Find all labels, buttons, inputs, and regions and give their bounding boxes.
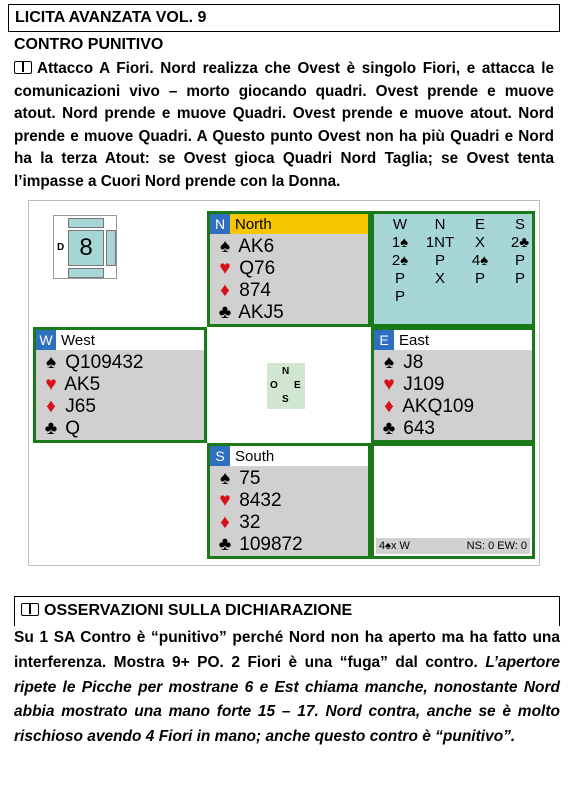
observations-text — [14, 626, 560, 750]
bid-cell: P — [394, 270, 405, 287]
heart-icon: ♥ — [45, 374, 57, 395]
east-clubs: 643 — [403, 418, 435, 439]
section-subtitle: CONTRO PUNITIVO — [14, 36, 164, 53]
west-clubs: Q — [65, 418, 81, 439]
south-seat-badge: S — [210, 446, 230, 466]
west-spades: Q109432 — [65, 352, 144, 373]
diamond-icon: ♦ — [46, 396, 56, 417]
north-name: North — [235, 216, 272, 233]
club-icon: ♣ — [218, 534, 232, 555]
book-icon — [21, 603, 39, 616]
board-number: 8 — [68, 230, 104, 266]
bidding-row — [380, 288, 540, 306]
club-icon: ♣ — [44, 418, 58, 439]
north-seat-badge: N — [210, 214, 230, 234]
bidding-header-cell: S — [514, 216, 525, 233]
bidding-header-cell: W — [392, 216, 408, 233]
south-spades: 75 — [239, 468, 261, 489]
intro-text: Attacco A Fiori. Nord realizza che Ovest è singolo Fiori, e attacca le comunicazioni vivo – morto giocando quadri. Ovest prende e muove atout. Nord prende e muove Quadri. Ovest prende e muove atout. Nord prende e muove Quadri. A Questo punto Ovest non ha più Quadri e Nord ha la terza Atout: se Ovest gioca Quadri Nord Taglia; se Ovest tenta l’impasse a Cuori Nord prende con la Donna. — [14, 60, 554, 190]
south-hand — [207, 443, 371, 559]
bid-cell: P — [434, 252, 445, 269]
bid-cell: 4♠ — [471, 252, 489, 269]
north-hearts: Q76 — [239, 258, 276, 279]
result-box — [371, 443, 535, 559]
spade-icon: ♠ — [219, 468, 231, 489]
south-clubs: 109872 — [239, 534, 303, 555]
bid-cell — [420, 288, 460, 306]
east-name: East — [399, 332, 430, 349]
west-diamonds: J65 — [65, 396, 96, 417]
north-diamonds: 874 — [239, 280, 271, 301]
diamond-icon: ♦ — [220, 280, 230, 301]
heart-icon: ♥ — [219, 490, 231, 511]
bridge-board — [28, 200, 540, 566]
bid-cell: X — [474, 234, 485, 251]
compass-e: E — [294, 380, 301, 391]
west-name: West — [61, 332, 95, 349]
dealer-marker: D — [57, 242, 65, 253]
west-hand — [33, 327, 207, 443]
board-number-box — [53, 215, 117, 279]
observations-heading — [14, 596, 560, 626]
bid-cell: X — [434, 270, 445, 287]
bid-cell: 1NT — [425, 234, 455, 251]
score: NS: 0 EW: 0 — [466, 540, 527, 552]
book-icon — [14, 61, 32, 74]
east-hand — [371, 327, 535, 443]
west-seat-badge: W — [36, 330, 56, 350]
diamond-icon: ♦ — [384, 396, 394, 417]
spade-icon: ♠ — [45, 352, 57, 373]
bidding-header-cell: E — [474, 216, 485, 233]
compass-o: O — [270, 380, 278, 391]
north-clubs: AKJ5 — [238, 302, 284, 323]
contract: 4♠x W — [379, 540, 410, 552]
bidding-table — [371, 211, 535, 327]
heart-icon: ♥ — [219, 258, 231, 279]
north-spades: AK6 — [238, 236, 275, 257]
bidding-header-cell: N — [434, 216, 446, 233]
compass-n: N — [282, 366, 290, 377]
bidding-row — [380, 234, 540, 252]
spade-icon: ♠ — [383, 352, 395, 373]
heart-icon: ♥ — [383, 374, 395, 395]
bidding-row — [380, 252, 540, 270]
spade-icon: ♠ — [219, 236, 231, 257]
observations-italic: L’apertore ripete le Picche per mostrane 6 e Est chiama manche, nonostante Nord abbia mostrato una mano forte 15 – 17. Nord contra, anche se è molto rischioso avendo 4 Fiori in mano; anche questo contro è “punitivo”. — [14, 653, 560, 746]
east-seat-badge: E — [374, 330, 394, 350]
bid-cell: P — [474, 270, 485, 287]
bid-cell — [500, 288, 540, 306]
diamond-icon: ♦ — [220, 512, 230, 533]
bid-cell: 1♠ — [391, 234, 409, 251]
bidding-header — [380, 216, 540, 234]
south-hearts: 8432 — [239, 490, 282, 511]
south-diamonds: 32 — [239, 512, 261, 533]
bid-cell: P — [394, 288, 405, 305]
east-diamonds: AKQ109 — [402, 396, 475, 417]
observations-title: OSSERVAZIONI SULLA DICHIARAZIONE — [44, 602, 353, 619]
club-icon: ♣ — [382, 418, 396, 439]
club-icon: ♣ — [218, 302, 232, 323]
west-hearts: AK5 — [64, 374, 101, 395]
north-hand — [207, 211, 371, 327]
bid-cell: P — [514, 270, 525, 287]
east-spades: J8 — [403, 352, 424, 373]
east-hearts: J109 — [403, 374, 445, 395]
page-title: LICITA AVANZATA VOL. 9 — [8, 4, 560, 32]
bid-cell: 2♠ — [391, 252, 409, 269]
bid-cell: P — [514, 252, 525, 269]
intro-paragraph — [14, 58, 554, 193]
observations-normal: Su 1 SA Contro è “punitivo” perché Nord non ha aperto ma ha fatto una interferenza. Mostra 9+ PO. 2 Fiori è una “fuga” dal contro. — [14, 629, 560, 671]
compass — [267, 363, 305, 409]
bid-cell: 2♣ — [510, 234, 530, 251]
compass-s: S — [282, 394, 289, 405]
bid-cell — [460, 288, 500, 306]
bidding-row — [380, 270, 540, 288]
south-name: South — [235, 448, 275, 465]
